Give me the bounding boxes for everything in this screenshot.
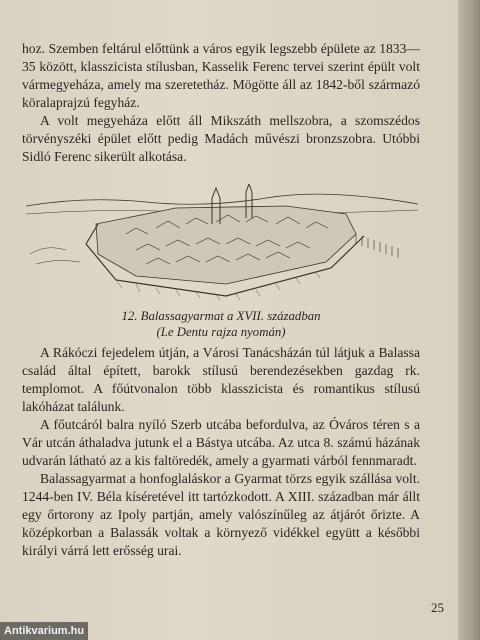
caption-line: (Le Dentu rajza nyomán) xyxy=(156,325,286,339)
paragraph: Balassagyarmat a honfoglaláskor a Gyarmat törzs egyik szállása volt. 1244-ben IV. Béla kíséretével itt tartózkodott. A XIII. században már állt egy őrtorony az Ipoly partján, amely valószínűleg az átjárót őrizte. A középkorban a Balassák voltak a környező vidékkel együtt a későbbi királyi várrá lett erősség urai. xyxy=(22,471,420,558)
figure-caption xyxy=(22,308,420,340)
caption-line: 12. Balassagyarmat a XVII. században xyxy=(121,309,321,323)
text-block-top xyxy=(22,40,420,166)
illustration-fortress xyxy=(26,184,418,302)
book-spine xyxy=(458,0,480,640)
paragraph: hoz. Szemben feltárul előttünk a város egyik legszebb épülete az 1833—35 között, klasszicista stílusban, Kasselik Ferenc tervei szerint épült volt vármegyeháza, amely ma szeretetház. Mögötte áll az 1842-ből származó köralaprajzú fegyház. xyxy=(22,41,420,110)
paragraph: A főutcáról balra nyíló Szerb utcába befordulva, az Óváros téren s a Vár utcán áthaladva jutunk el a Bástya utcába. Az utca 8. számú házának udvarán látható az a kis faltöredék, amely a gyarmati várból fennmaradt. xyxy=(22,417,420,468)
paragraph: A Rákóczi fejedelem útján, a Városi Tanácsházán túl látjuk a Balassa család által épített, barokk stílusú berendezésekben gazdag rk. templomot. A főútvonalon több klasszicista és romantikus stílusú lakóházat találunk. xyxy=(22,345,420,414)
page-number: 25 xyxy=(431,600,444,615)
paragraph: A volt megyeháza előtt áll Mikszáth mellszobra, a szomszédos törvényszéki épület előtt pedig Madách művészi bronzszobra. Utóbbi Sidló Ferenc sikerült alkotása. xyxy=(22,113,420,164)
watermark: Antikvarium.hu xyxy=(0,622,88,640)
text-block-bottom xyxy=(22,344,420,560)
